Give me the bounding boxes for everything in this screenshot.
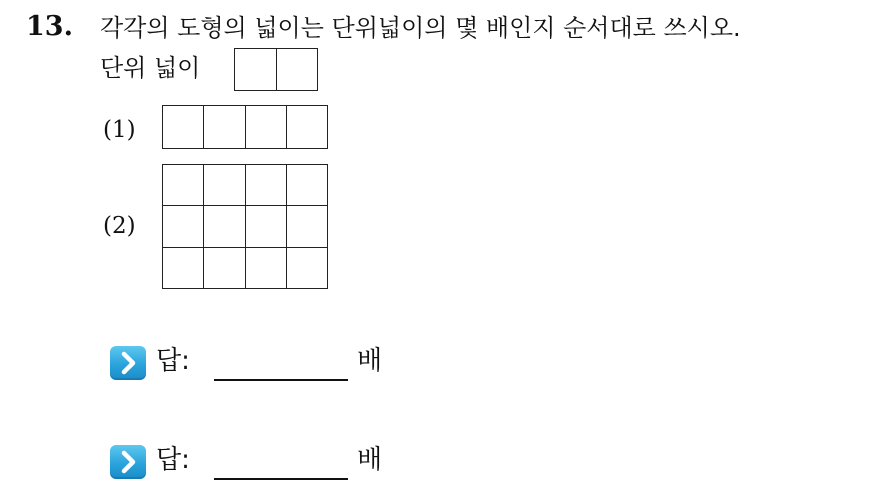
part1-label: (1) <box>103 117 136 143</box>
grid-cell <box>246 165 287 206</box>
grid-cell <box>287 165 328 206</box>
grid-cell <box>204 206 245 247</box>
grid-cell <box>235 49 277 91</box>
grid-cell <box>163 206 204 247</box>
answer-row-2 <box>110 441 430 481</box>
answer-blank-2[interactable] <box>214 478 348 480</box>
grid-cell <box>204 165 245 206</box>
grid-cell <box>204 106 245 149</box>
part1-figure <box>162 105 328 149</box>
question-number: 13. <box>26 11 73 42</box>
grid-cell <box>287 106 328 149</box>
grid-cell <box>277 49 319 91</box>
question-text: 각각의 도형의 넓이는 단위넓이의 몇 배인지 순서대로 쓰시오. <box>100 14 741 42</box>
part2-label: (2) <box>103 213 136 239</box>
grid-cell <box>163 248 204 289</box>
grid-cell <box>246 206 287 247</box>
grid-cell <box>287 248 328 289</box>
grid-cell <box>287 206 328 247</box>
chevron-right-icon <box>110 445 146 479</box>
grid-cell <box>163 165 204 206</box>
part2-figure <box>162 164 328 289</box>
grid-cell <box>246 248 287 289</box>
grid-cell <box>163 106 204 149</box>
answer-label: 답: <box>156 445 190 475</box>
chevron-right-icon <box>110 346 146 380</box>
answer-unit: 배 <box>357 445 383 475</box>
grid-cell <box>246 106 287 149</box>
unit-area-label: 단위 넓이 <box>100 54 201 82</box>
answer-blank-1[interactable] <box>214 379 348 381</box>
unit-area-figure <box>234 48 318 91</box>
answer-unit: 배 <box>357 346 383 376</box>
answer-row-1 <box>110 342 430 382</box>
grid-cell <box>204 248 245 289</box>
answer-label: 답: <box>156 346 190 376</box>
